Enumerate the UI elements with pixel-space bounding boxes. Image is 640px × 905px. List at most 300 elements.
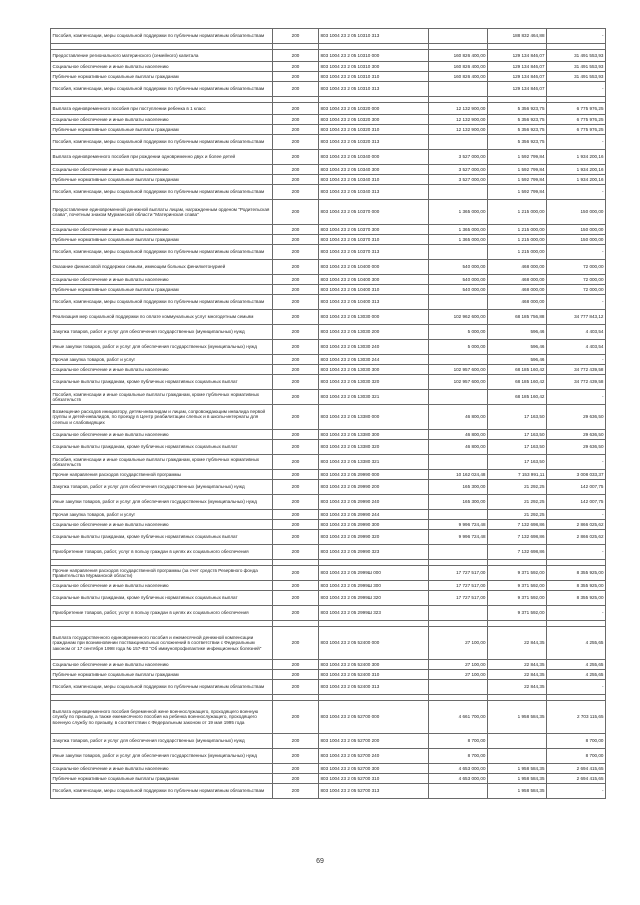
executed-amount-cell: 596,46 (488, 355, 547, 365)
executed-amount-cell: 1 215 000,00 (488, 235, 547, 245)
line-code-cell: 200 (273, 701, 319, 734)
expense-name-cell: Социальное обеспечение и иные выплаты населению (51, 275, 273, 285)
line-code-cell: 200 (273, 510, 319, 520)
budget-execution-table (50, 28, 606, 799)
budget-class-code-cell: 803 1004 23 2 05 10340 313 (319, 185, 429, 200)
approved-amount-cell: 3 527 000,00 (429, 175, 488, 185)
unexecuted-amount-cell: 2 694 415,65 (547, 764, 606, 774)
approved-amount-cell: 3 527 000,00 (429, 165, 488, 175)
executed-amount-cell: 5 356 923,75 (488, 125, 547, 135)
expense-name-cell: Иные закупки товаров, работ и услуг для обеспечения государственных (муниципальных) нужд (51, 749, 273, 764)
budget-class-code-cell: 803 1004 23 2 05 29990 323 (319, 545, 429, 560)
executed-amount-cell: 17 163,50 (488, 405, 547, 430)
budget-class-code-cell: 803 1004 23 2 05 29990 300 (319, 520, 429, 530)
executed-amount-cell: 468 000,00 (488, 285, 547, 295)
unexecuted-amount-cell: 6 775 976,25 (547, 125, 606, 135)
executed-amount-cell: 22 844,35 (488, 660, 547, 670)
table-row (51, 581, 606, 591)
budget-class-code-cell: 803 1004 23 2 05 10310 313 (319, 82, 429, 97)
budget-class-code-cell: 803 1004 23 2 05 10370 310 (319, 235, 429, 245)
executed-amount-cell: 9 371 592,00 (488, 606, 547, 621)
budget-class-code-cell: 803 1004 23 2 05 10320 310 (319, 125, 429, 135)
budget-class-code-cell: 803 1004 23 2 05 29990 320 (319, 530, 429, 545)
approved-amount-cell (429, 606, 488, 621)
unexecuted-amount-cell: - (547, 606, 606, 621)
table-row (51, 103, 606, 115)
unexecuted-amount-cell: 29 636,50 (547, 405, 606, 430)
executed-amount-cell: 5 356 923,75 (488, 103, 547, 115)
unexecuted-amount-cell: 8 355 925,00 (547, 566, 606, 581)
table-row (51, 115, 606, 125)
unexecuted-amount-cell: - (547, 135, 606, 150)
budget-class-code-cell: 803 1004 23 2 05 13030 321 (319, 390, 429, 405)
budget-class-code-cell: 803 1004 23 2 05 29990 244 (319, 510, 429, 520)
approved-amount-cell: 102 962 600,00 (429, 310, 488, 325)
expense-name-cell: Пособия, компенсации, меры социальной поддержки по публичным нормативным обязательствам (51, 245, 273, 260)
expense-name-cell: Публичные нормативные социальные выплаты гражданам (51, 235, 273, 245)
approved-amount-cell: 102 957 600,00 (429, 365, 488, 375)
expense-name-cell: Пособия, компенсации, меры социальной поддержки по публичным нормативным обязательствам (51, 784, 273, 799)
table-row (51, 405, 606, 430)
line-code-cell: 200 (273, 135, 319, 150)
table-row (51, 375, 606, 390)
executed-amount-cell: 22 844,35 (488, 627, 547, 660)
unexecuted-amount-cell: 31 491 553,93 (547, 50, 606, 62)
approved-amount-cell: 160 826 400,00 (429, 50, 488, 62)
expense-name-cell: Социальное обеспечение и иные выплаты населению (51, 430, 273, 440)
executed-amount-cell: 1 215 000,00 (488, 200, 547, 225)
expense-name-cell: Социальное обеспечение и иные выплаты населению (51, 764, 273, 774)
budget-class-code-cell: 803 1004 23 2 05 10400 000 (319, 260, 429, 275)
table-row (51, 591, 606, 606)
expense-name-cell: Прочая закупка товаров, работ и услуг (51, 355, 273, 365)
approved-amount-cell: 4 653 000,00 (429, 764, 488, 774)
approved-amount-cell: 9 996 724,48 (429, 520, 488, 530)
budget-class-code-cell: 803 1004 23 2 05 2999Ш 320 (319, 591, 429, 606)
expense-name-cell: Публичные нормативные социальные выплаты гражданам (51, 175, 273, 185)
approved-amount-cell: 27 100,00 (429, 670, 488, 680)
budget-class-code-cell: 803 1004 23 2 05 10340 300 (319, 165, 429, 175)
line-code-cell: 200 (273, 295, 319, 310)
approved-amount-cell: 8 700,00 (429, 734, 488, 749)
budget-class-code-cell: 803 1004 23 2 05 52700 000 (319, 701, 429, 734)
budget-execution-table-container (50, 28, 604, 799)
table-row (51, 295, 606, 310)
budget-class-code-cell: 803 1004 23 2 05 10340 000 (319, 150, 429, 165)
approved-amount-cell: 1 365 000,00 (429, 200, 488, 225)
expense-name-cell: Социальное обеспечение и иные выплаты населению (51, 581, 273, 591)
approved-amount-cell: 3 527 000,00 (429, 150, 488, 165)
table-row (51, 680, 606, 695)
table-row (51, 150, 606, 165)
line-code-cell: 200 (273, 764, 319, 774)
executed-amount-cell: 188 832 464,88 (488, 29, 547, 44)
approved-amount-cell: 1 365 000,00 (429, 225, 488, 235)
expense-name-cell: Социальные выплаты гражданам, кроме публичных нормативных социальных выплат (51, 591, 273, 606)
executed-amount-cell: 22 844,35 (488, 670, 547, 680)
approved-amount-cell: 8 700,00 (429, 749, 488, 764)
approved-amount-cell: 12 132 900,00 (429, 125, 488, 135)
budget-class-code-cell: 803 1004 23 2 05 52700 310 (319, 774, 429, 784)
line-code-cell: 200 (273, 545, 319, 560)
table-row (51, 774, 606, 784)
unexecuted-amount-cell: 2 866 025,62 (547, 530, 606, 545)
table-row (51, 764, 606, 774)
unexecuted-amount-cell: - (547, 510, 606, 520)
table-row (51, 125, 606, 135)
unexecuted-amount-cell: 8 355 925,00 (547, 581, 606, 591)
line-code-cell: 200 (273, 103, 319, 115)
unexecuted-amount-cell: - (547, 390, 606, 405)
executed-amount-cell: 1 958 584,35 (488, 764, 547, 774)
table-row (51, 545, 606, 560)
approved-amount-cell: 27 100,00 (429, 660, 488, 670)
line-code-cell: 200 (273, 774, 319, 784)
line-code-cell: 200 (273, 734, 319, 749)
table-row (51, 225, 606, 235)
expense-name-cell: Предоставление единовременной денежной выплаты лицам, награжденным орденом "Родительская слава", почетным знаком Мурманской области "Материнская слава" (51, 200, 273, 225)
approved-amount-cell (429, 455, 488, 470)
unexecuted-amount-cell: 8 355 925,00 (547, 591, 606, 606)
approved-amount-cell: 17 727 517,00 (429, 581, 488, 591)
approved-amount-cell: 1 365 000,00 (429, 235, 488, 245)
expense-name-cell: Приобретение товаров, работ, услуг в пользу граждан в целях их социального обеспечения (51, 545, 273, 560)
expense-name-cell: Возмещение расходов инициатору, детям-инвалидам и лицам, сопровождающим инвалида первой группы и детей-инвалидов, по проезду в Центр реабилитации слепых и в школы-интернаты для слепых и слабовидящих (51, 405, 273, 430)
table-row (51, 355, 606, 365)
budget-class-code-cell: 803 1004 23 2 05 2999Ш 300 (319, 581, 429, 591)
line-code-cell: 200 (273, 455, 319, 470)
executed-amount-cell: 129 134 846,07 (488, 72, 547, 82)
budget-class-code-cell: 803 1004 23 2 05 52400 310 (319, 670, 429, 680)
expense-name-cell: Оказание финансовой поддержки семьям, имеющим больных фенилкетонурией (51, 260, 273, 275)
executed-amount-cell: 1 215 000,00 (488, 225, 547, 235)
unexecuted-amount-cell: 1 934 200,16 (547, 175, 606, 185)
line-code-cell: 200 (273, 29, 319, 44)
line-code-cell: 200 (273, 235, 319, 245)
table-row (51, 627, 606, 660)
expense-name-cell: Социальное обеспечение и иные выплаты населению (51, 520, 273, 530)
unexecuted-amount-cell: 8 700,00 (547, 749, 606, 764)
table-row (51, 245, 606, 260)
unexecuted-amount-cell: 4 255,65 (547, 627, 606, 660)
line-code-cell: 200 (273, 470, 319, 480)
approved-amount-cell (429, 295, 488, 310)
expense-name-cell: Социальное обеспечение и иные выплаты населению (51, 365, 273, 375)
table-row (51, 29, 606, 44)
line-code-cell: 200 (273, 440, 319, 455)
approved-amount-cell: 4 653 000,00 (429, 774, 488, 784)
table-row (51, 606, 606, 621)
table-row (51, 200, 606, 225)
approved-amount-cell: 46 800,00 (429, 430, 488, 440)
unexecuted-amount-cell: 34 777 843,12 (547, 310, 606, 325)
approved-amount-cell: 540 000,00 (429, 285, 488, 295)
table-row (51, 430, 606, 440)
executed-amount-cell: 1 592 799,84 (488, 185, 547, 200)
approved-amount-cell: 46 800,00 (429, 440, 488, 455)
approved-amount-cell (429, 135, 488, 150)
unexecuted-amount-cell: 1 934 200,16 (547, 150, 606, 165)
table-row (51, 670, 606, 680)
executed-amount-cell: 68 185 160,42 (488, 365, 547, 375)
unexecuted-amount-cell: - (547, 784, 606, 799)
unexecuted-amount-cell: 31 491 553,93 (547, 62, 606, 72)
line-code-cell: 200 (273, 530, 319, 545)
unexecuted-amount-cell: 4 403,54 (547, 325, 606, 340)
unexecuted-amount-cell: 6 775 976,25 (547, 115, 606, 125)
executed-amount-cell: 596,46 (488, 340, 547, 355)
approved-amount-cell: 165 300,00 (429, 495, 488, 510)
approved-amount-cell: 5 000,00 (429, 340, 488, 355)
line-code-cell: 200 (273, 325, 319, 340)
budget-class-code-cell: 803 1004 23 2 05 10400 300 (319, 275, 429, 285)
executed-amount-cell: 129 134 846,07 (488, 62, 547, 72)
executed-amount-cell: 21 292,25 (488, 495, 547, 510)
expense-name-cell: Пособия, компенсации и иные социальные выплаты гражданам, кроме публичных нормативных обязательств (51, 390, 273, 405)
table-row (51, 390, 606, 405)
budget-class-code-cell: 803 1004 23 2 05 10320 000 (319, 103, 429, 115)
executed-amount-cell: 17 163,50 (488, 455, 547, 470)
budget-class-code-cell: 803 1004 23 2 05 52700 200 (319, 734, 429, 749)
approved-amount-cell (429, 185, 488, 200)
table-row (51, 165, 606, 175)
line-code-cell: 200 (273, 355, 319, 365)
approved-amount-cell: 5 000,00 (429, 325, 488, 340)
approved-amount-cell (429, 245, 488, 260)
executed-amount-cell: 5 356 923,75 (488, 115, 547, 125)
budget-class-code-cell: 803 1004 23 2 05 13380 300 (319, 430, 429, 440)
approved-amount-cell: 160 826 400,00 (429, 72, 488, 82)
budget-class-code-cell: 803 1004 23 2 05 10320 313 (319, 135, 429, 150)
unexecuted-amount-cell: - (547, 245, 606, 260)
unexecuted-amount-cell: - (547, 355, 606, 365)
line-code-cell: 200 (273, 175, 319, 185)
executed-amount-cell: 21 292,25 (488, 480, 547, 495)
expense-name-cell: Выплата единовременного пособия беременной жене военнослужащего, проходящего военную службу по призыву, а также ежемесячного пособия на ребенка военнослужащего, проходящего военную службу по призыву, в соответствии с Федеральным законом от 19 мая 1995 года (51, 701, 273, 734)
executed-amount-cell: 68 185 756,88 (488, 310, 547, 325)
unexecuted-amount-cell: 72 000,00 (547, 260, 606, 275)
expense-name-cell: Социальное обеспечение и иные выплаты населению (51, 165, 273, 175)
unexecuted-amount-cell: - (547, 295, 606, 310)
line-code-cell: 200 (273, 165, 319, 175)
expense-name-cell: Пособия, компенсации и иные социальные выплаты гражданам, кроме публичных нормативных обязательств (51, 455, 273, 470)
line-code-cell: 200 (273, 430, 319, 440)
budget-class-code-cell: 803 1004 23 2 05 13380 321 (319, 455, 429, 470)
unexecuted-amount-cell: 3 008 033,37 (547, 470, 606, 480)
table-row (51, 470, 606, 480)
table-row (51, 734, 606, 749)
table-row (51, 235, 606, 245)
expense-name-cell: Публичные нормативные социальные выплаты гражданам (51, 285, 273, 295)
expense-name-cell: Прочие направления расходов государственной программы (51, 470, 273, 480)
approved-amount-cell: 17 727 517,00 (429, 566, 488, 581)
approved-amount-cell: 46 800,00 (429, 405, 488, 430)
approved-amount-cell: 4 661 700,00 (429, 701, 488, 734)
line-code-cell: 200 (273, 225, 319, 235)
executed-amount-cell: 1 958 584,35 (488, 784, 547, 799)
executed-amount-cell: 7 153 991,11 (488, 470, 547, 480)
table-row (51, 62, 606, 72)
expense-name-cell: Публичные нормативные социальные выплаты гражданам (51, 72, 273, 82)
line-code-cell: 200 (273, 495, 319, 510)
line-code-cell: 200 (273, 200, 319, 225)
unexecuted-amount-cell: 29 636,50 (547, 440, 606, 455)
unexecuted-amount-cell: - (547, 680, 606, 695)
unexecuted-amount-cell: - (547, 29, 606, 44)
budget-class-code-cell: 803 1004 23 2 05 52400 300 (319, 660, 429, 670)
executed-amount-cell: 129 134 846,07 (488, 50, 547, 62)
unexecuted-amount-cell: 1 934 200,16 (547, 165, 606, 175)
approved-amount-cell (429, 29, 488, 44)
expense-name-cell: Пособия, компенсации, меры социальной поддержки по публичным нормативным обязательствам (51, 680, 273, 695)
budget-class-code-cell: 803 1004 23 2 05 10400 310 (319, 285, 429, 295)
executed-amount-cell: 129 134 846,07 (488, 82, 547, 97)
expense-name-cell: Иные закупки товаров, работ и услуг для обеспечения государственных (муниципальных) нужд (51, 340, 273, 355)
table-row (51, 310, 606, 325)
table-row (51, 340, 606, 355)
table-row (51, 260, 606, 275)
unexecuted-amount-cell: - (547, 82, 606, 97)
expense-name-cell: Пособия, компенсации, меры социальной поддержки по публичным нормативным обязательствам (51, 82, 273, 97)
table-row (51, 325, 606, 340)
table-row (51, 72, 606, 82)
approved-amount-cell (429, 545, 488, 560)
executed-amount-cell: 21 292,25 (488, 510, 547, 520)
budget-class-code-cell: 803 1004 23 2 05 13030 300 (319, 365, 429, 375)
budget-class-code-cell: 803 1004 23 2 05 13380 000 (319, 405, 429, 430)
expense-name-cell: Закупка товаров, работ и услуг для обеспечения государственных (муниципальных) нужд (51, 480, 273, 495)
expense-name-cell: Социальные выплаты гражданам, кроме публичных нормативных социальных выплат (51, 530, 273, 545)
executed-amount-cell: 17 163,50 (488, 430, 547, 440)
expense-name-cell: Выплата единовременного пособия при поступлении ребенка в 1 класс (51, 103, 273, 115)
unexecuted-amount-cell: 72 000,00 (547, 275, 606, 285)
table-row (51, 455, 606, 470)
budget-class-code-cell: 803 1004 23 2 05 29990 200 (319, 480, 429, 495)
line-code-cell: 200 (273, 260, 319, 275)
approved-amount-cell (429, 82, 488, 97)
unexecuted-amount-cell: 150 000,00 (547, 200, 606, 225)
budget-class-code-cell: 803 1004 23 2 05 10370 313 (319, 245, 429, 260)
table-row (51, 365, 606, 375)
executed-amount-cell: 7 132 698,86 (488, 530, 547, 545)
budget-class-code-cell: 803 1004 23 2 05 52400 313 (319, 680, 429, 695)
approved-amount-cell: 9 996 724,48 (429, 530, 488, 545)
table-row (51, 440, 606, 455)
unexecuted-amount-cell: 4 255,65 (547, 660, 606, 670)
line-code-cell: 200 (273, 480, 319, 495)
executed-amount-cell: 7 132 698,86 (488, 545, 547, 560)
budget-class-code-cell: 803 1004 23 2 05 52700 240 (319, 749, 429, 764)
executed-amount-cell: 5 356 923,75 (488, 135, 547, 150)
budget-class-code-cell: 803 1004 23 2 05 10370 000 (319, 200, 429, 225)
budget-class-code-cell: 803 1004 23 2 05 2999Ш 323 (319, 606, 429, 621)
unexecuted-amount-cell: - (547, 185, 606, 200)
line-code-cell: 200 (273, 72, 319, 82)
line-code-cell: 200 (273, 125, 319, 135)
table-row (51, 135, 606, 150)
executed-amount-cell: 1 592 799,84 (488, 150, 547, 165)
line-code-cell: 200 (273, 749, 319, 764)
approved-amount-cell: 540 000,00 (429, 275, 488, 285)
executed-amount-cell: 9 371 592,00 (488, 581, 547, 591)
line-code-cell: 200 (273, 670, 319, 680)
line-code-cell: 200 (273, 591, 319, 606)
expense-name-cell: Прочие направления расходов государственной программы (за счет средств Резервного фонда Правительства Мурманской области) (51, 566, 273, 581)
budget-class-code-cell: 803 1004 23 2 05 13030 320 (319, 375, 429, 390)
unexecuted-amount-cell: - (547, 545, 606, 560)
budget-class-code-cell: 803 1004 23 2 05 52400 000 (319, 627, 429, 660)
executed-amount-cell: 9 371 592,00 (488, 591, 547, 606)
expense-name-cell: Публичные нормативные социальные выплаты гражданам (51, 670, 273, 680)
approved-amount-cell (429, 680, 488, 695)
expense-name-cell: Пособия, компенсации, меры социальной поддержки по публичным нормативным обязательствам (51, 135, 273, 150)
table-row (51, 566, 606, 581)
budget-class-code-cell: 803 1004 23 2 05 10400 313 (319, 295, 429, 310)
line-code-cell: 200 (273, 115, 319, 125)
line-code-cell: 200 (273, 245, 319, 260)
line-code-cell: 200 (273, 310, 319, 325)
executed-amount-cell: 468 000,00 (488, 260, 547, 275)
budget-class-code-cell: 803 1004 23 2 05 10310 313 (319, 29, 429, 44)
line-code-cell: 200 (273, 82, 319, 97)
expense-name-cell: Закупка товаров, работ и услуг для обеспечения государственных (муниципальных) нужд (51, 734, 273, 749)
executed-amount-cell: 22 844,35 (488, 680, 547, 695)
unexecuted-amount-cell: 31 491 553,93 (547, 72, 606, 82)
line-code-cell: 200 (273, 50, 319, 62)
unexecuted-amount-cell: 8 700,00 (547, 734, 606, 749)
table-row (51, 530, 606, 545)
table-row (51, 749, 606, 764)
budget-class-code-cell: 803 1004 23 2 05 10370 300 (319, 225, 429, 235)
table-row (51, 784, 606, 799)
unexecuted-amount-cell: 150 000,00 (547, 225, 606, 235)
line-code-cell: 200 (273, 185, 319, 200)
executed-amount-cell: 468 000,00 (488, 295, 547, 310)
table-row (51, 480, 606, 495)
unexecuted-amount-cell: 2 703 115,65 (547, 701, 606, 734)
executed-amount-cell: 9 371 592,00 (488, 566, 547, 581)
unexecuted-amount-cell: - (547, 455, 606, 470)
table-row (51, 495, 606, 510)
table-row (51, 660, 606, 670)
table-row (51, 275, 606, 285)
expense-name-cell: Пособия, компенсации, меры социальной поддержки по публичным нормативным обязательствам (51, 185, 273, 200)
expense-name-cell: Иные закупки товаров, работ и услуг для обеспечения государственных (муниципальных) нужд (51, 495, 273, 510)
approved-amount-cell: 12 132 900,00 (429, 103, 488, 115)
unexecuted-amount-cell: 142 007,75 (547, 480, 606, 495)
unexecuted-amount-cell: 29 636,50 (547, 430, 606, 440)
executed-amount-cell: 68 185 160,42 (488, 375, 547, 390)
line-code-cell: 200 (273, 606, 319, 621)
budget-class-code-cell: 803 1004 23 2 05 13030 240 (319, 340, 429, 355)
approved-amount-cell (429, 355, 488, 365)
executed-amount-cell: 17 163,50 (488, 440, 547, 455)
line-code-cell: 200 (273, 581, 319, 591)
expense-name-cell: Социальные выплаты гражданам, кроме публичных нормативных социальных выплат (51, 440, 273, 455)
approved-amount-cell: 102 957 600,00 (429, 375, 488, 390)
approved-amount-cell: 165 300,00 (429, 480, 488, 495)
approved-amount-cell: 540 000,00 (429, 260, 488, 275)
budget-class-code-cell: 803 1004 23 2 05 13030 244 (319, 355, 429, 365)
executed-amount-cell: 1 592 799,84 (488, 175, 547, 185)
table-row (51, 82, 606, 97)
table-row (51, 185, 606, 200)
unexecuted-amount-cell: 34 772 439,58 (547, 375, 606, 390)
approved-amount-cell: 17 727 517,00 (429, 591, 488, 606)
line-code-cell: 200 (273, 375, 319, 390)
expense-name-cell: Выплата государственного единовременного пособия и ежемесячной денежной компенсации гражданам при возникновении поствакцинальных осложнений в соответствии с Федеральным законом от 17 сентября 1998 года № 157-ФЗ "Об иммунопрофилактике инфекционных болезней" (51, 627, 273, 660)
executed-amount-cell (488, 749, 547, 764)
